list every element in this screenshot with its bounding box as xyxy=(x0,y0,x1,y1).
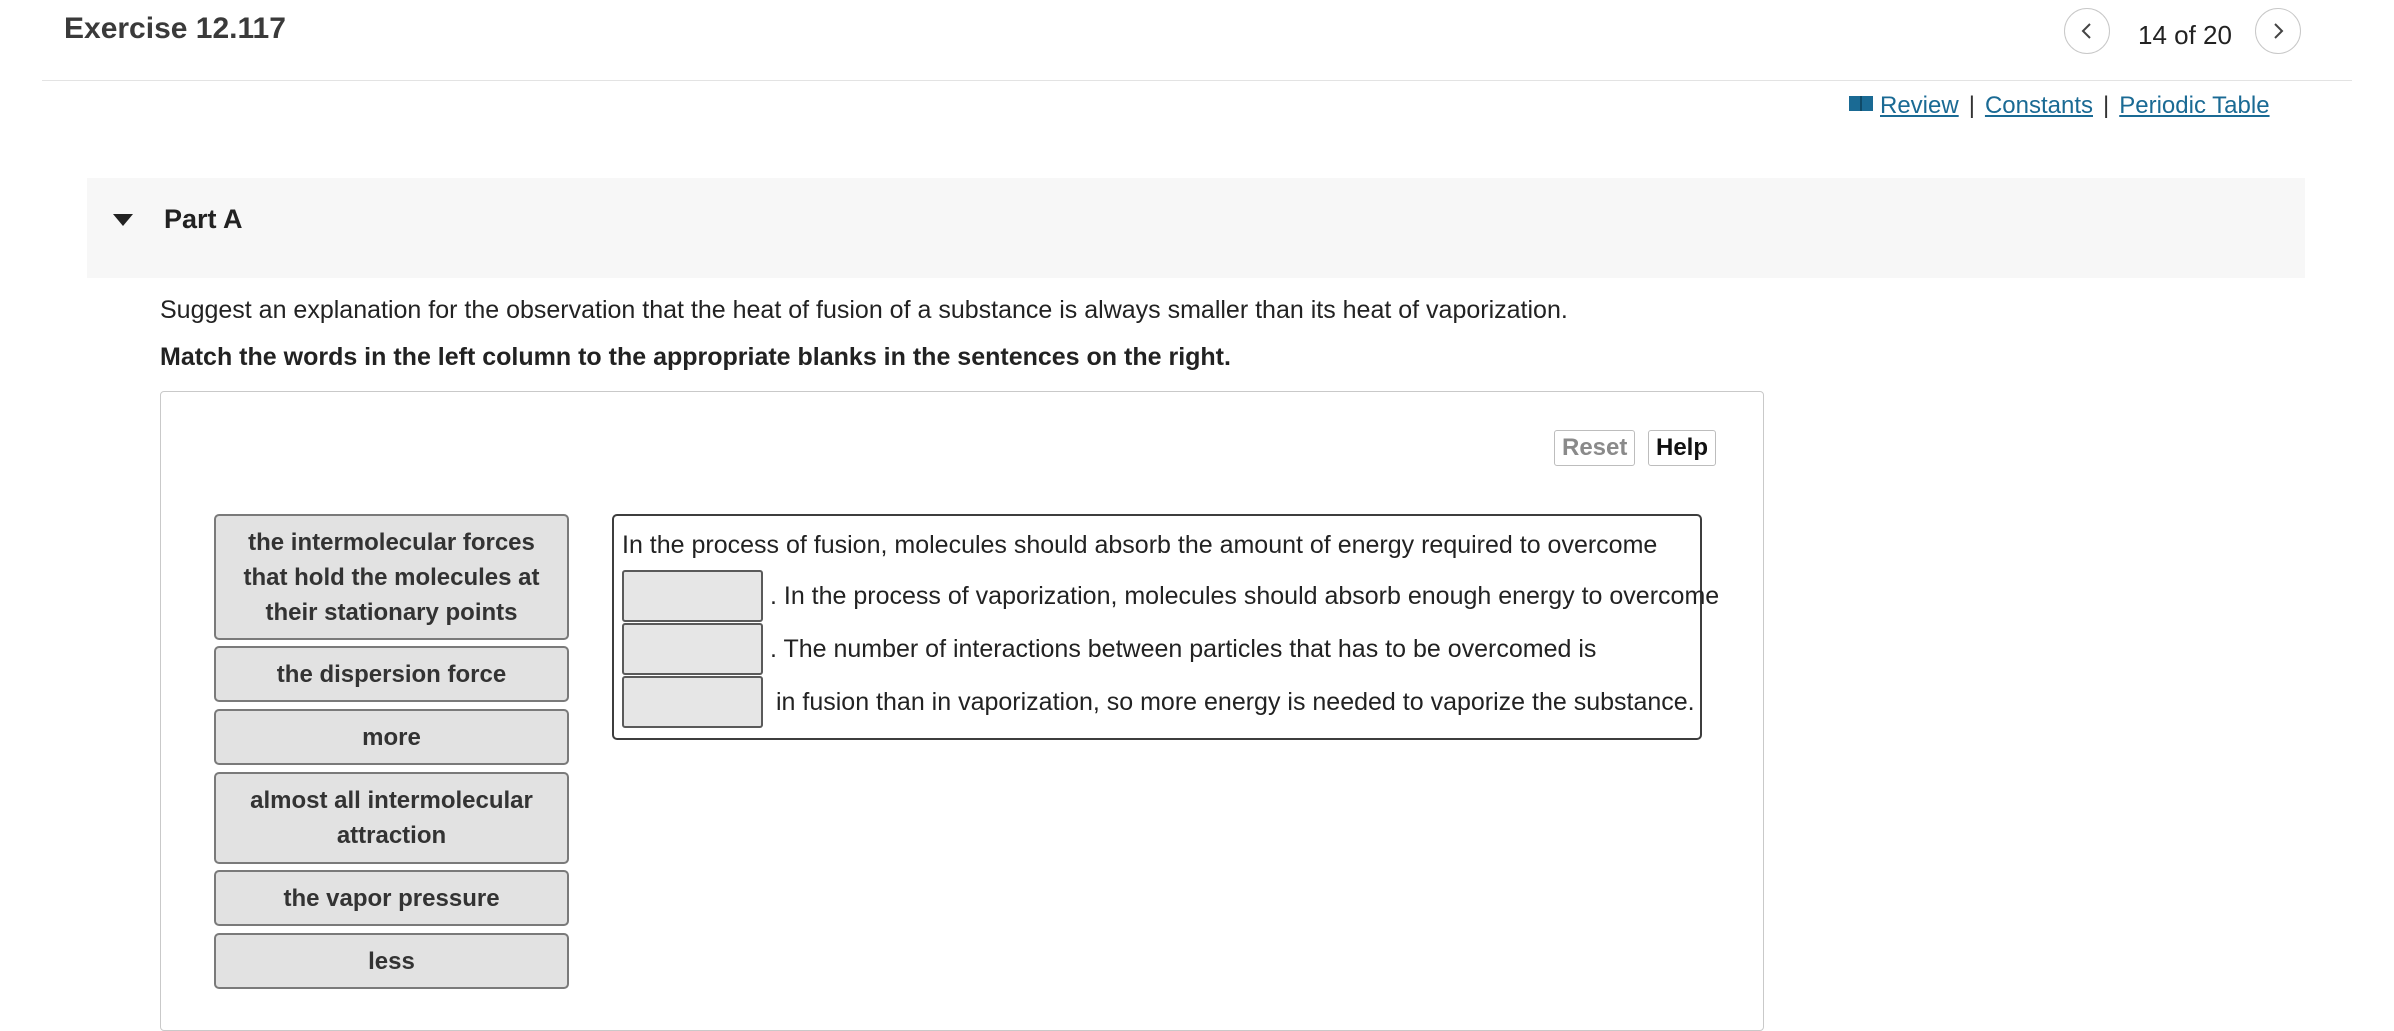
previous-button[interactable] xyxy=(2064,8,2110,54)
exercise-header xyxy=(0,0,2394,80)
exercise-title: Exercise 12.117 xyxy=(64,12,286,45)
review-link[interactable] xyxy=(1848,92,1959,120)
resource-links xyxy=(1848,92,2270,120)
help-button[interactable]: Help xyxy=(1648,430,1716,466)
page-counter: 14 of 20 xyxy=(2138,20,2232,50)
review-link-label: Review xyxy=(1880,92,1959,119)
drop-blank[interactable] xyxy=(622,676,763,728)
question-instruction: Match the words in the left column to the appropriate blanks in the sentences on the right. xyxy=(160,343,1231,371)
drag-token[interactable]: the intermolecular forces that hold the molecules at their stationary points xyxy=(214,514,569,640)
drag-token[interactable]: more xyxy=(214,709,569,765)
drag-token[interactable]: the dispersion force xyxy=(214,646,569,702)
part-title: Part A xyxy=(164,204,243,234)
caret-down-icon[interactable] xyxy=(112,212,134,228)
drag-token[interactable]: the vapor pressure xyxy=(214,870,569,926)
link-separator: | xyxy=(2103,92,2110,119)
drop-blank[interactable] xyxy=(622,570,763,622)
drag-token[interactable]: less xyxy=(214,933,569,989)
drop-blank[interactable] xyxy=(622,623,763,675)
header-divider xyxy=(42,80,2352,81)
chevron-right-icon xyxy=(2268,21,2288,41)
next-button[interactable] xyxy=(2255,8,2301,54)
part-a-header[interactable] xyxy=(87,178,2305,278)
chevron-left-icon xyxy=(2077,21,2097,41)
sentence-line: . In the process of vaporization, molecules should absorb enough energy to overcome xyxy=(770,582,1720,610)
sentence-line: In the process of fusion, molecules should absorb the amount of energy required to overcome xyxy=(622,531,1658,559)
reset-button[interactable]: Reset xyxy=(1554,430,1635,466)
link-separator: | xyxy=(1968,92,1975,119)
sentence-line: . The number of interactions between particles that has to be overcomed is xyxy=(770,635,1597,663)
drag-token[interactable]: almost all intermolecular attraction xyxy=(214,772,569,864)
constants-link[interactable]: Constants xyxy=(1984,92,2093,119)
question-prompt: Suggest an explanation for the observation that the heat of fusion of a substance is always smaller than its heat of vaporization. xyxy=(160,296,1568,324)
sentence-line: in fusion than in vaporization, so more energy is needed to vaporize the substance. xyxy=(776,688,1695,716)
periodic-table-link[interactable]: Periodic Table xyxy=(2119,92,2270,119)
book-icon xyxy=(1848,93,1874,113)
